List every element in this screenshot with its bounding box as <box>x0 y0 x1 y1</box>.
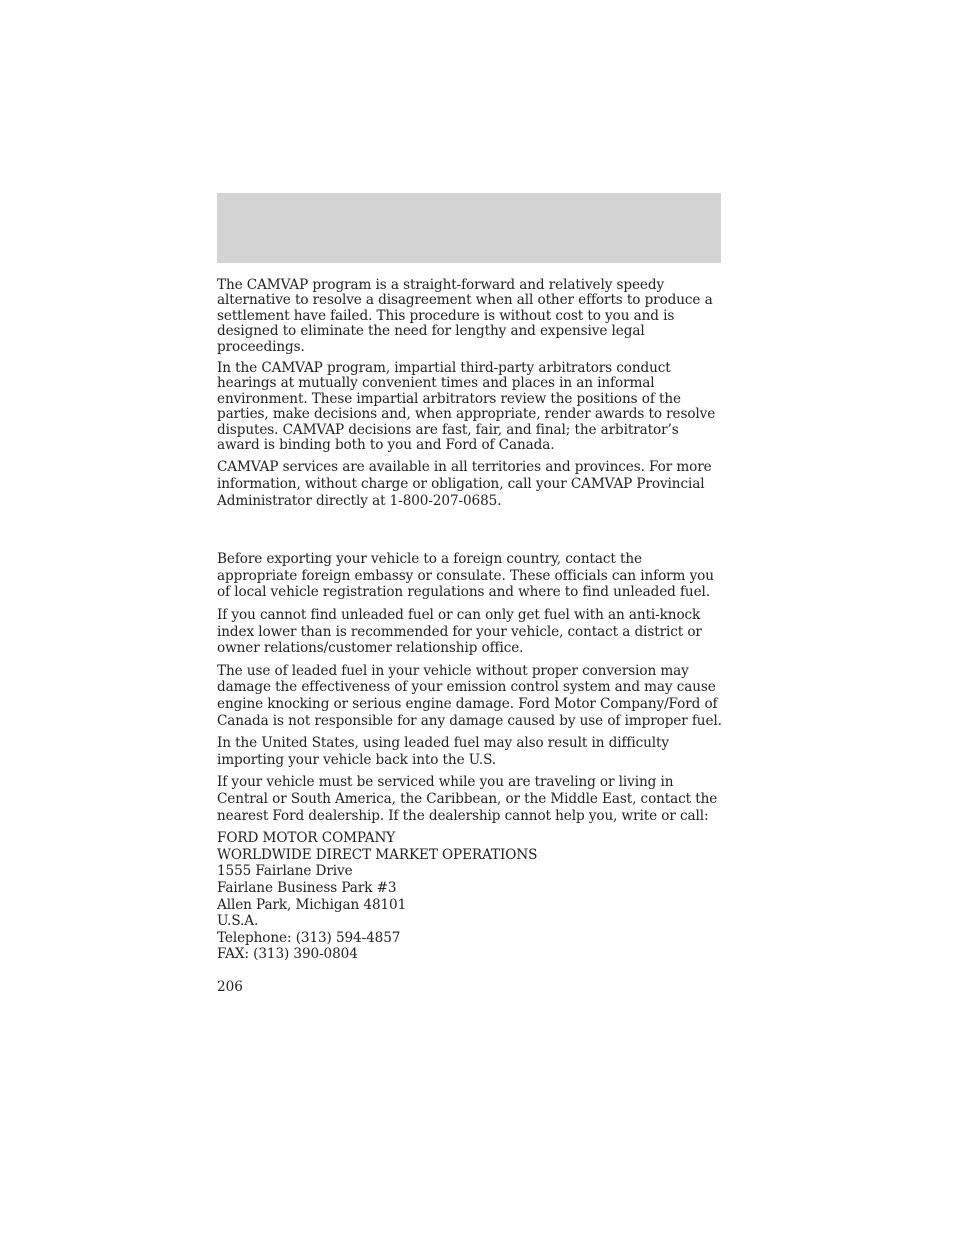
camvap-paragraph-2: In the CAMVAP program, impartial third-party arbitrators conduct hearings at mutually convenient times and places in an informal environment. These impartial arbitrators review the positions of the parties, make decisions and, when appropriate, render awards to resolve disputes. CAMVAP decisions are fast, fair, and final; the arbitrator’s award is binding both to you and Ford of Canada. <box>217 360 716 454</box>
address-division: WORLDWIDE DIRECT MARKET OPERATIONS <box>217 846 538 863</box>
address-fax: FAX: (313) 390-0804 <box>217 946 358 963</box>
page-content <box>217 278 725 996</box>
address-country: U.S.A. <box>217 913 259 930</box>
export-paragraph-5: If your vehicle must be serviced while you are traveling or living in Central or South America, the Caribbean, or the Middle East, contact the nearest Ford dealership. If the dealership cannot help you, write or call: <box>217 774 718 824</box>
address-city: Allen Park, Michigan 48101 <box>217 896 407 913</box>
foreign-travel-section <box>217 551 725 963</box>
page-number: 206 <box>217 978 243 995</box>
address-company: FORD MOTOR COMPANY <box>217 830 396 847</box>
section-gap <box>217 515 725 551</box>
address-telephone: Telephone: (313) 594-4857 <box>217 929 401 946</box>
address-park: Fairlane Business Park #3 <box>217 879 397 896</box>
ford-address-block <box>217 830 725 963</box>
export-paragraph-4: In the United States, using leaded fuel may also result in difficulty importing your vehicle back into the U.S. <box>217 735 669 768</box>
export-paragraph-2: If you cannot find unleaded fuel or can only get fuel with an anti-knock index lower than is recommended for your vehicle, contact a district or owner relations/customer relationship office. <box>217 607 702 657</box>
chapter-header-band <box>217 193 721 263</box>
camvap-paragraph-1: The CAMVAP program is a straight-forward and relatively speedy alternative to resolve a disagreement when all other efforts to produce a settlement have failed. This procedure is without cost to you and is designed to eliminate the need for lengthy and expensive legal proceedings. <box>217 277 713 355</box>
camvap-paragraph-3: CAMVAP services are available in all territories and provinces. For more information, without charge or obligation, call your CAMVAP Provincial Administrator directly at 1-800-207-0685. <box>217 459 712 509</box>
address-street: 1555 Fairlane Drive <box>217 863 353 880</box>
camvap-section <box>217 278 725 509</box>
export-paragraph-3: The use of leaded fuel in your vehicle without proper conversion may damage the effectiveness of your emission control system and may cause engine knocking or serious engine damage. Ford Motor Company/Ford of Canada is not responsible for any damage caused by use of improper fuel. <box>217 662 722 729</box>
export-paragraph-1: Before exporting your vehicle to a foreign country, contact the appropriate foreign embassy or consulate. These officials can inform you of local vehicle registration regulations and where to find unleaded fuel. <box>217 551 714 601</box>
